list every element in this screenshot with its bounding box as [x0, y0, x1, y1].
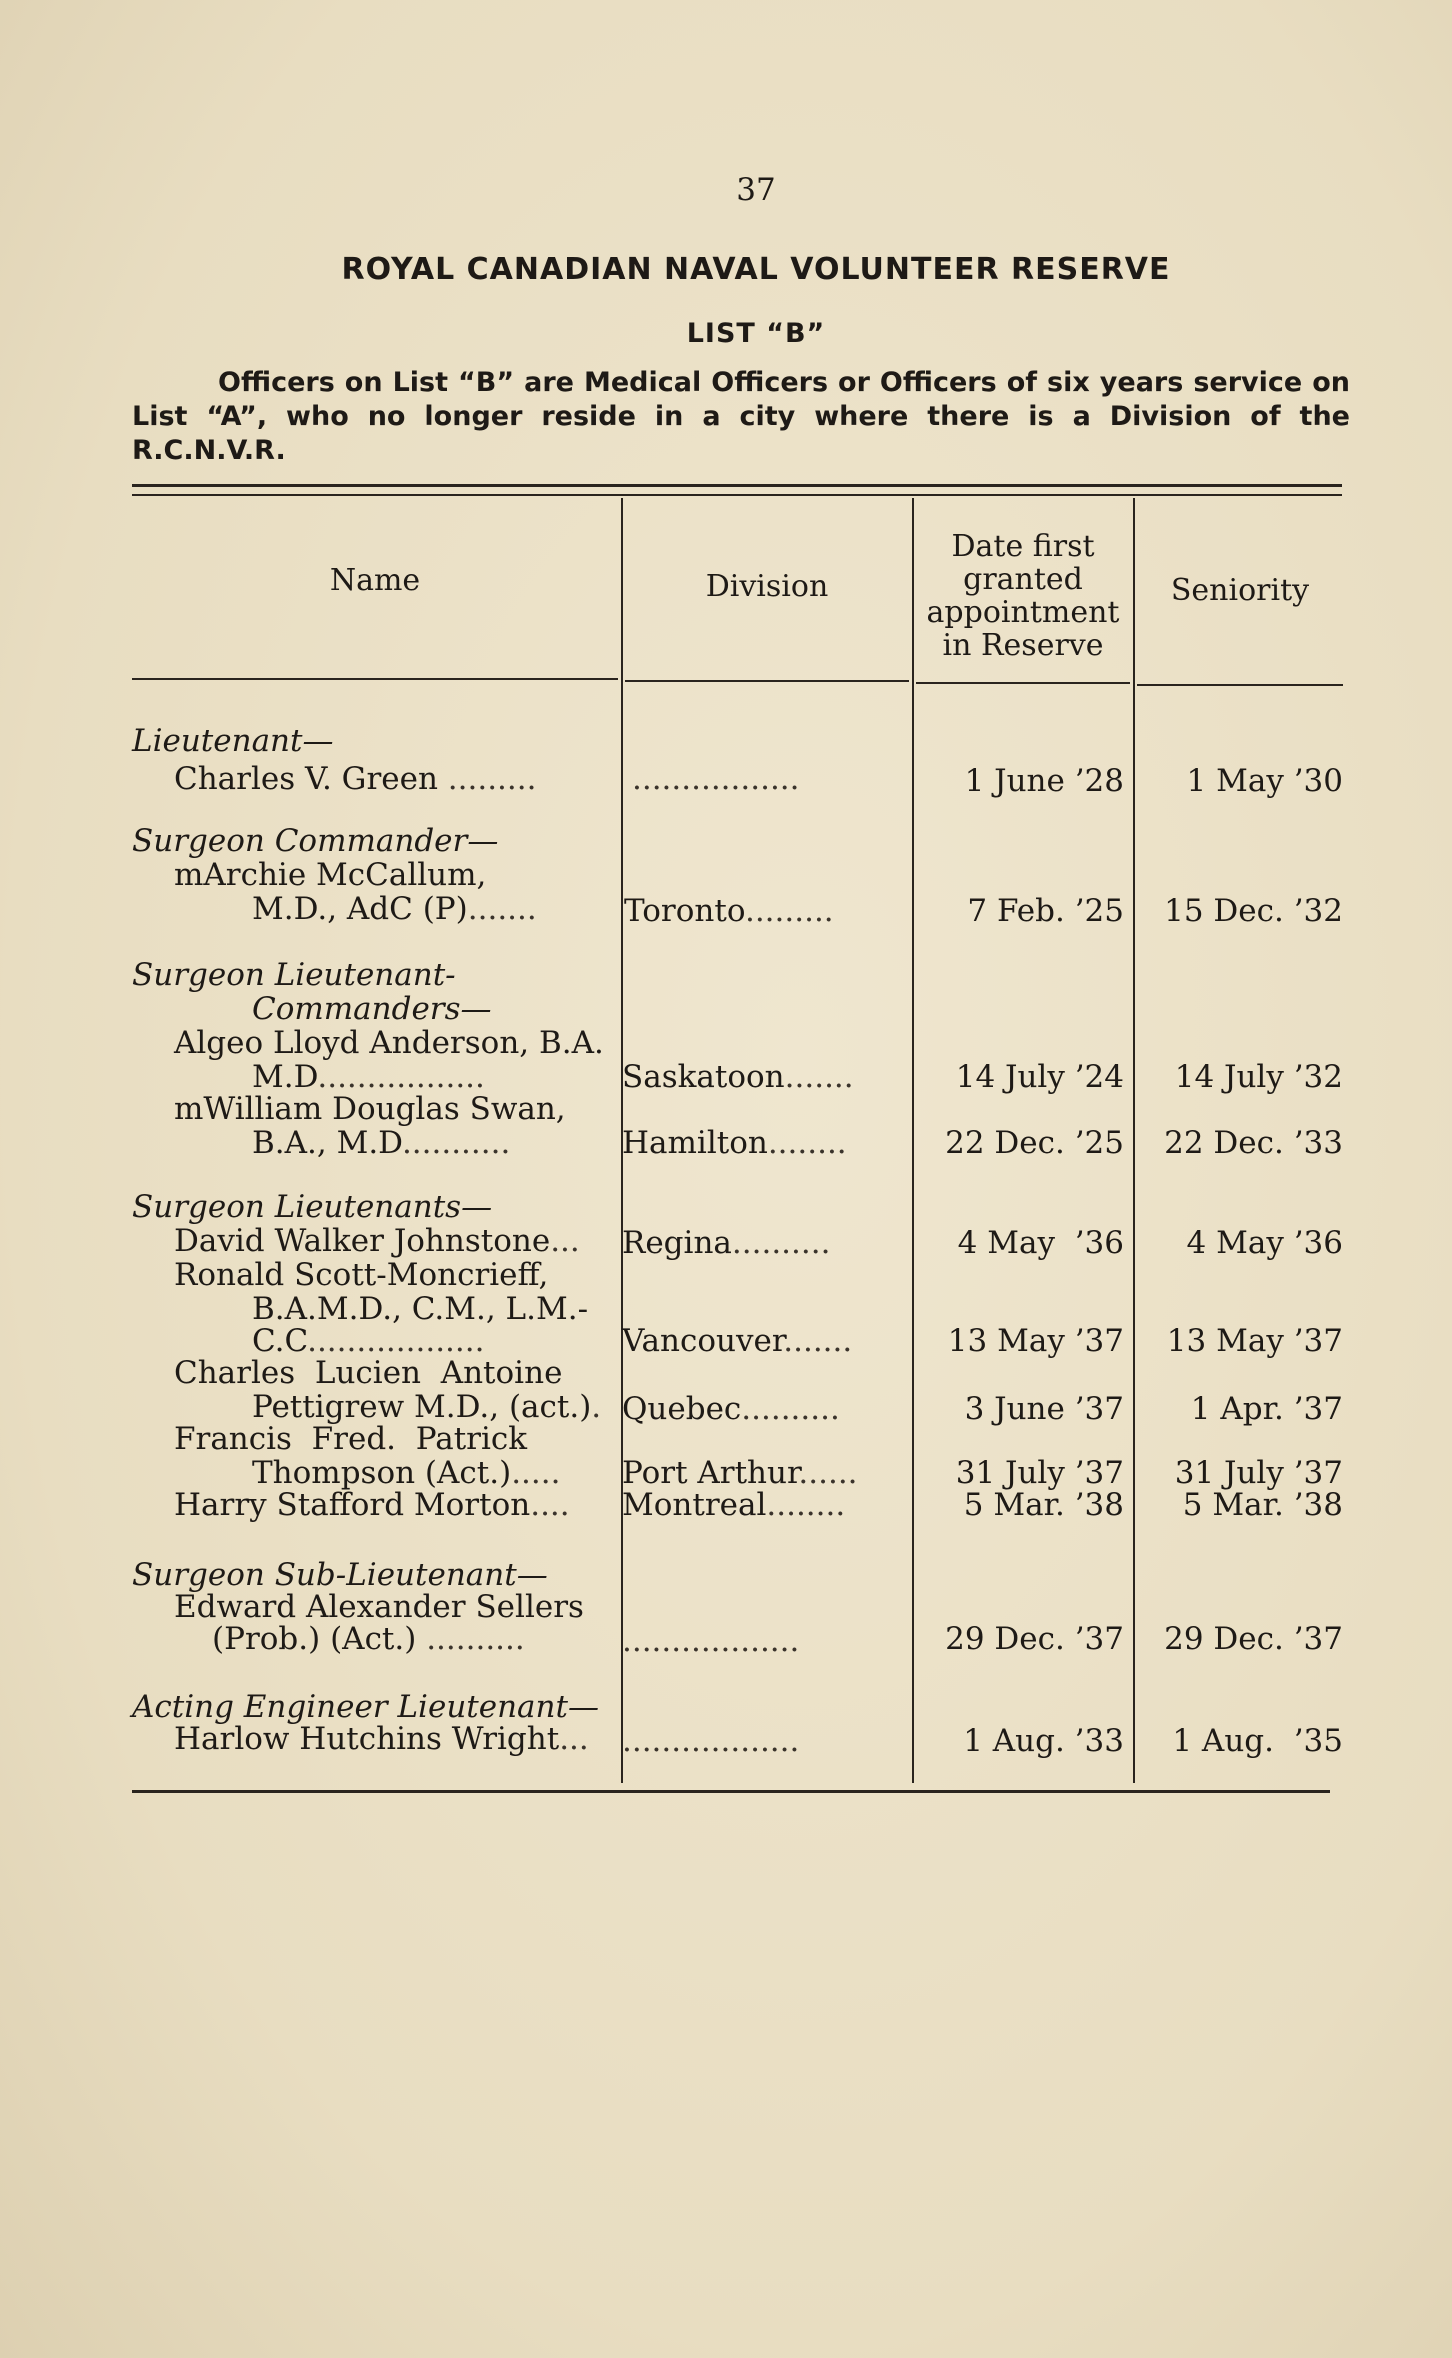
officer-name: mWilliam Douglas Swan,	[174, 1091, 566, 1127]
officer-name: M.D.................	[252, 1059, 485, 1095]
date-first: 29 Dec. ’37	[945, 1621, 1124, 1657]
seniority: 5 Mar. ’38	[1182, 1487, 1343, 1523]
date-first: 1 June ’28	[964, 763, 1124, 799]
column-divider-2	[912, 498, 914, 1783]
division-dots: ..................	[622, 1623, 800, 1659]
officer-name: B.A.M.D., C.M., L.M.-	[252, 1291, 589, 1327]
list-subtitle: LIST “B”	[686, 318, 826, 349]
column-header-seniority: Seniority	[1170, 573, 1310, 608]
rank-heading: Lieutenant—	[132, 723, 334, 759]
officer-name: Harry Stafford Morton....	[174, 1487, 570, 1523]
rank-heading: Surgeon Lieutenants—	[132, 1189, 493, 1225]
officer-name: Charles V. Green .........	[174, 761, 537, 797]
date-first: 4 May ’36	[957, 1225, 1124, 1261]
date-first: 31 July ’37	[955, 1455, 1124, 1491]
officer-name: Edward Alexander Sellers	[174, 1589, 584, 1625]
seniority: 1 Apr. ’37	[1190, 1391, 1343, 1427]
date-first: 22 Dec. ’25	[945, 1125, 1124, 1161]
seniority: 1 May ’30	[1186, 763, 1343, 799]
officer-name: C.C..................	[252, 1323, 485, 1359]
date-first: 13 May ’37	[947, 1323, 1124, 1359]
header-rule-date	[916, 682, 1130, 684]
rank-heading: Surgeon Sub-Lieutenant—	[132, 1557, 548, 1593]
seniority: 4 May ’36	[1186, 1225, 1343, 1261]
column-header-name: Name	[329, 563, 421, 598]
division-dots: ..................	[622, 1723, 800, 1759]
division-dots: .................	[632, 761, 800, 797]
seniority: 22 Dec. ’33	[1164, 1125, 1343, 1161]
date-first: 1 Aug. ’33	[963, 1723, 1124, 1759]
officer-name: Algeo Lloyd Anderson, B.A.	[174, 1025, 604, 1061]
officer-name: mArchie McCallum,	[174, 857, 487, 893]
header-rule-seniority	[1137, 684, 1343, 686]
column-header-division: Division	[705, 569, 829, 604]
header-rule-name	[132, 678, 618, 680]
division: Regina..........	[622, 1225, 831, 1261]
intro-paragraph: Officers on List “B” are Medical Officers or Officers of six years service on List “A”, who no longer reside in a city where there is a Division of the R.C.N.V.R.	[132, 367, 1350, 466]
officer-name: Harlow Hutchins Wright...	[174, 1721, 589, 1757]
division: Hamilton........	[622, 1125, 847, 1161]
officer-name: David Walker Johnstone...	[174, 1223, 580, 1259]
column-header-date-first: Date first granted appointment in Reserve	[926, 529, 1120, 663]
header-rule-division	[625, 680, 909, 682]
rank-heading: Commanders—	[252, 991, 492, 1027]
seniority: 1 Aug. ’35	[1172, 1723, 1343, 1759]
rank-heading: Surgeon Lieutenant-	[132, 957, 456, 993]
seniority: 31 July ’37	[1174, 1455, 1343, 1491]
division: Port Arthur......	[622, 1455, 858, 1491]
column-divider-3	[1133, 498, 1135, 1783]
division: Vancouver.......	[622, 1323, 853, 1359]
seniority: 29 Dec. ’37	[1164, 1621, 1343, 1657]
date-first: 5 Mar. ’38	[963, 1487, 1124, 1523]
page-title: ROYAL CANADIAN NAVAL VOLUNTEER RESERVE	[341, 252, 1171, 287]
officer-name: Thompson (Act.).....	[252, 1455, 561, 1491]
division: Quebec..........	[622, 1391, 840, 1427]
seniority: 15 Dec. ’32	[1164, 893, 1343, 929]
seniority: 13 May ’37	[1166, 1323, 1343, 1359]
division: Toronto.........	[624, 893, 834, 929]
officer-name: Pettigrew M.D., (act.).	[252, 1389, 602, 1425]
officer-name: M.D., AdC (P).......	[252, 891, 537, 927]
officer-name: (Prob.) (Act.) ..........	[212, 1621, 525, 1657]
officer-name: Francis Fred. Patrick	[174, 1421, 528, 1457]
seniority: 14 July ’32	[1174, 1059, 1343, 1095]
date-first: 7 Feb. ’25	[967, 893, 1124, 929]
table-top-rule	[132, 484, 1342, 487]
rank-heading: Surgeon Commander—	[132, 823, 499, 859]
rank-heading: Acting Engineer Lieutenant—	[132, 1689, 599, 1725]
officer-name: Charles Lucien Antoine	[174, 1355, 563, 1391]
date-first: 14 July ’24	[955, 1059, 1124, 1095]
date-first: 3 June ’37	[964, 1391, 1124, 1427]
officer-name: Ronald Scott-Moncrieff,	[174, 1257, 549, 1293]
table-bottom-rule	[132, 1790, 1330, 1793]
division: Saskatoon.......	[622, 1059, 854, 1095]
officer-name: B.A., M.D...........	[252, 1125, 511, 1161]
page-number: 37	[736, 172, 776, 208]
table-top-rule-2	[132, 494, 1342, 496]
division: Montreal........	[622, 1487, 846, 1523]
